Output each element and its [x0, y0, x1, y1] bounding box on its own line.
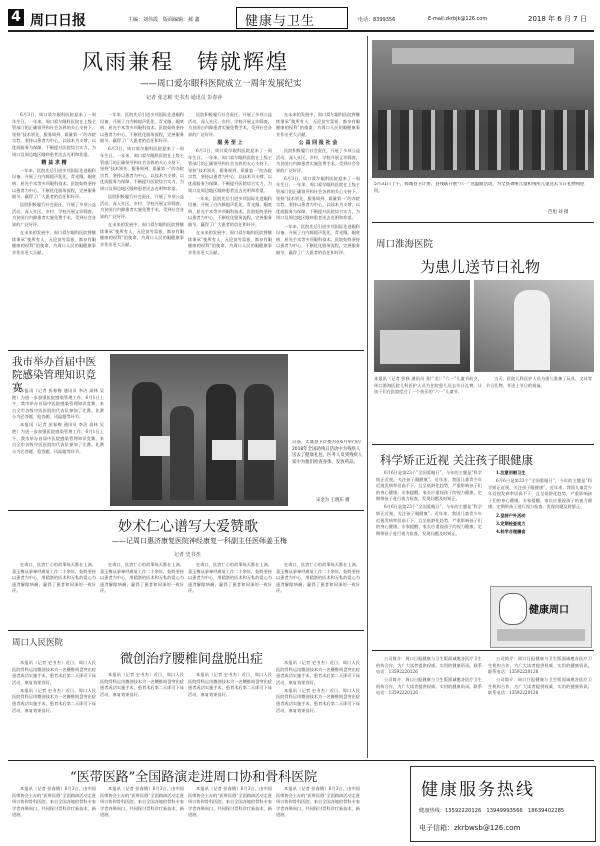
children-photo-credit: 芭旭 刘 摄	[548, 210, 569, 215]
music-paragraph: 在周口，医者仁心的故事每天都在上演。姜玉梅从事神经康复工作二十余年，始终坚持以患者为中心，用精湛的医术和无私的爱心为患者解除病痛，赢得了患者和同事的一致好评。	[188, 562, 272, 594]
lead-paragraph: 一年来，医院先后引进多项国际先进眼科设备，开展了白内障超声乳化、青光眼、眼底病、屈光手术等多项眼科技术。医院始终坚持以患者为中心，不断优化服务流程，完善服务细节，赢得了广大患者的信任和好评。	[12, 167, 96, 200]
lead-paragraph: 医院积极履行社会责任，开展了多项公益活动，深入社区、乡村、学校开展义诊筛查，为贫困白内障患者实施免费手术，受到社会各界的广泛好评。	[12, 202, 96, 227]
training-title-text: 我市举办首届中医院感染管理知识竞赛	[12, 356, 96, 394]
lead-title: 风雨兼程 铸就辉煌	[82, 50, 289, 74]
company-ad-col-2	[488, 656, 592, 754]
forum-title: “医带医路”全国路演走进周口协和骨科医院	[70, 770, 318, 785]
lead-paragraph: 医院积极履行社会责任，开展了多项公益活动，深入社区、乡村、学校开展义诊筛查，为贫困白内障患者实施免费手术，受到社会各界的广泛好评。	[188, 112, 272, 137]
eye-tip: 2.坚持户外活动	[496, 512, 526, 518]
photo-banner	[392, 48, 574, 64]
music-col-2	[100, 562, 184, 626]
paper-name: 周口日报	[30, 13, 86, 29]
forum-col-4	[276, 786, 360, 840]
music-paragraph: 在周口，医者仁心的故事每天都在上演。姜玉梅从事神经康复工作二十余年，始终坚持以患者为中心，用精湛的医术和无私的爱心为患者解除病痛，赢得了患者和同事的一致好评。	[276, 562, 360, 594]
music-col-3	[188, 562, 272, 626]
lead-col-1	[12, 112, 96, 348]
forum-paragraph: 本报讯（记者 彭春梅）6月3日，由中国医师协会主办的“医带医路”全国路演活动走进周口协和骨科医院，来自全国各地的骨科专家学者齐聚周口，共同探讨骨科诊疗新技术、新进展。	[276, 786, 360, 818]
huaihe-photo-left	[374, 280, 470, 372]
gift-box	[212, 440, 242, 460]
eye-paragraph: 6月6日是第23个“全国爱眼日”，今年的主题是“科学矫正近视，关注孩子眼健康”。近年来，我国儿童青少年近视发病率居高不下，且呈低龄化趋势，严重影响孩子们的身心健康。专家提醒，家长应重视孩子的视力健康，定期带孩子进行视力检查，发现问题及时矫正。	[376, 504, 482, 536]
training-body	[12, 388, 104, 510]
lead-paragraph: 6月3日，周口爱尔眼科医院迎来了一周年生日。一年来，周口爱尔眼科医院在上级主管部门的正确领导和社会各界的关心支持下，坚持“技术领先、服务周到、质量第一”的办院宗旨，坚持以患者为中心，以技术为支撑，以优质服务为保障，不断提升医院综合实力，为周口及周边地区眼病患者送去光明和希望。	[12, 112, 96, 157]
editor-line: 主编：刘伟霞 版面编辑：郝 鑫	[128, 17, 200, 23]
forum-paragraph: 本报讯（记者 彭春梅）6月3日，由中国医师协会主办的“医带医路”全国路演活动走进周口协和骨科医院，来自全国各地的骨科专家学者齐聚周口，共同探讨骨科诊疗新技术、新进展。	[100, 786, 184, 818]
issue-date: 2018 年 6 月 7 日	[528, 15, 587, 23]
eye-tip: 1.注意用眼卫生	[496, 470, 526, 475]
forum-paragraph: 本报讯（记者 彭春梅）6月3日，由中国医师协会主办的“医带医路”全国路演活动走进周口协和骨科医院，来自全国各地的骨科专家学者齐聚周口，共同探讨骨科诊疗新技术、新进展。	[188, 786, 272, 818]
family-photo	[110, 354, 288, 506]
lead-paragraph: 一年来，医院先后引进多项国际先进眼科设备，开展了白内障超声乳化、青光眼、眼底病、屈光手术等多项眼科技术。医院始终坚持以患者为中心，不断优化服务流程，完善服务细节，赢得了广大患者的信任和好评。	[188, 195, 272, 227]
forum-col-1	[12, 786, 96, 840]
eye-title: 科学矫正近视 关注孩子眼健康	[380, 453, 534, 467]
lead-section-head: 公 益 回 报 社 会	[298, 139, 338, 146]
lead-section-head: 服 务 至 上	[217, 139, 243, 146]
section-banner	[236, 7, 348, 29]
music-top-rule	[8, 510, 364, 511]
huaihe-photo-nurse	[514, 290, 550, 370]
lead-col-3	[188, 112, 272, 348]
music-paragraph: 在周口，医者仁心的故事每天都在上演。姜玉梅从事神经康复工作二十余年，始终坚持以患者为中心，用精湛的医术和无私的爱心为患者解除病痛，赢得了患者和同事的一致好评。	[12, 562, 96, 594]
music-col-4	[276, 562, 360, 626]
hotline-title: 健康服务热线	[421, 780, 535, 800]
people-title: 微创治疗腰椎间盘脱出症	[120, 652, 264, 667]
lead-paragraph: 一年来，医院先后引进多项国际先进眼科设备，开展了白内障超声乳化、青光眼、眼底病、屈光手术等多项眼科技术。医院始终坚持以患者为中心，不断优化服务流程，完善服务细节，赢得了广大患者的信任和好评。	[100, 112, 184, 144]
people-paragraph: 本报讯（记者 史书杰）近日，周口人民医院骨科运用微创技术为一名腰椎间盘突出症患者成功实施手术，患者术后第二天即可下床活动，康复效果良好。	[12, 660, 96, 685]
lead-col-4	[276, 112, 360, 348]
lead-bottom-rule	[8, 350, 364, 351]
hotline-box	[410, 766, 596, 842]
huaihe-caption-text-2: 当天，医院儿科医护人员为患儿准备了玩具、文具等节日礼物，并送上节日的祝福。	[486, 376, 592, 388]
lead-paragraph: 在未来的发展中，周口爱尔眼科医院将继续秉承“使所有人，无论贫穷富裕，都享有眼健康的权利”的使命，为周口人民的眼健康事业作出更大贡献。	[188, 230, 272, 255]
people-col-1	[12, 660, 96, 756]
email-line: E-mail:zkrbjk@126.com	[428, 16, 488, 22]
company-ad-text: 公司简介：周口日报健康与卫生版面诚邀各医疗卫生机构合作，为广大读者提供权威、实用的健康资讯。联系电话：13592220126	[488, 677, 592, 696]
people-paragraph: 本报讯（记者 史书杰）近日，周口人民医院骨科运用微创技术为一名腰椎间盘突出症患者成功实施手术，患者术后第二天即可下床活动，康复效果良好。	[188, 672, 272, 697]
lead-paragraph: 6月3日，周口爱尔眼科医院迎来了一周年生日。一年来，周口爱尔眼科医院在上级主管部门的正确领导和社会各界的关心支持下，坚持“技术领先、服务周到、质量第一”的办院宗旨，坚持以患者为中心，以技术为支撑，以优质服务为保障，不断提升医院综合实力，为周口及周边地区眼病患者送去光明和希望。	[188, 147, 272, 193]
gift-box	[248, 440, 276, 460]
people-paragraph: 本报讯（记者 史书杰）近日，周口人民医院骨科运用微创技术为一名腰椎间盘突出症患者成功实施手术，患者术后第二天即可下床活动，康复效果良好。	[100, 672, 184, 697]
right-divider-2	[372, 444, 594, 445]
hotline-email: 电子信箱：zkrbwsb@126.com	[419, 824, 521, 832]
phone-line: 电话：8399356	[358, 17, 396, 23]
page-number: 4	[11, 9, 21, 25]
people-col-2	[100, 672, 184, 756]
ad-top-rule	[372, 650, 594, 651]
children-photo-caption: 5月31日上午，郸城县卫计委、县残联开展“六一”送温暖活动，为全县聋哑儿童和残疾儿童送去节日礼物和慰问。	[374, 182, 585, 194]
lead-paragraph: 医院积极履行社会责任，开展了多项公益活动，深入社区、乡村、学校开展义诊筛查，为贫困白内障患者实施免费手术，受到社会各界的广泛好评。	[276, 147, 360, 173]
people-top-rule	[8, 630, 364, 631]
family-photo-credit: 宋金为 王晓东 摄	[316, 498, 350, 503]
family-photo-caption: 日前，太康县卫计委为在6月举行的2018年全国助残日活动中为残疾人送去了健康礼包，医务人员到残疾人家中为他们检查身体，发放药品。	[292, 440, 363, 465]
eye-paragraph: 6月6日是第23个“全国爱眼日”，今年的主题是“科学矫正近视，关注孩子眼健康”。近年来，我国儿童青少年近视发病率居高不下，且呈低龄化趋势，严重影响孩子们的身心健康。专家提醒，家长应重视孩子的视力健康，定期带孩子进行视力检查，发现问题及时矫正。	[488, 478, 592, 510]
huaihe-title: 为患儿送节日礼物	[420, 258, 541, 276]
lead-paragraph: 在未来的发展中，周口爱尔眼科医院将继续秉承“使所有人，无论贫穷富裕，都享有眼健康的权利”的使命，为周口人民的眼健康事业作出更大贡献。	[12, 230, 96, 255]
huaihe-caption-2	[486, 376, 592, 440]
eye-paragraph: 6月6日是第23个“全国爱眼日”，今年的主题是“科学矫正近视，关注孩子眼健康”。近年来，我国儿童青少年近视发病率居高不下，且呈低龄化趋势，严重影响孩子们的身心健康。专家提醒，家长应重视孩子的视力健康，定期带孩子进行视力检查，发现问题及时矫正。	[376, 470, 482, 502]
forum-col-2	[100, 786, 184, 840]
lead-col-2	[100, 112, 184, 348]
people-col-3	[188, 672, 272, 756]
people-paragraph: 本报讯（记者 史书杰）近日，周口人民医院骨科运用微创技术为一名腰椎间盘突出症患者成功实施手术，患者术后第二天即可下床活动，康复效果良好。	[276, 660, 360, 685]
gift-box	[140, 436, 170, 456]
eye-col-1	[376, 470, 482, 646]
header-rule	[8, 30, 594, 32]
people-kicker: 周口人民医院	[12, 638, 64, 648]
company-ad-text: 公司简介：周口日报健康与卫生版面诚邀各医疗卫生机构合作，为广大读者提供权威、实用的健康资讯。联系电话：13592220126	[488, 656, 592, 675]
cartoon-doctor-icon	[499, 593, 527, 625]
eye-tip: 3.定期检查视力	[496, 520, 526, 526]
huaihe-caption-1	[374, 376, 482, 440]
huaihe-photo-right	[474, 280, 594, 372]
music-col-1	[12, 562, 96, 626]
people-paragraph: 本报讯（记者 史书杰）近日，周口人民医院骨科运用微创技术为一名腰椎间盘突出症患者成功实施手术，患者术后第二天即可下床活动，康复效果良好。	[12, 687, 96, 713]
photo-person	[170, 406, 194, 500]
health-logo-box	[490, 586, 592, 648]
lead-paragraph: 一年来，医院先后引进多项国际先进眼科设备，开展了白内障超声乳化、青光眼、眼底病、屈光手术等多项眼科技术。医院始终坚持以患者为中心，不断优化服务流程，完善服务细节，赢得了广大患者的信任和好评。	[276, 223, 360, 255]
music-subtitle: ——记周口惠济康复医院神经康复一科副主任医师姜玉梅	[112, 537, 287, 545]
hotline-phones: 健康热线：13592220126 13949993566 18639402285	[419, 808, 565, 814]
music-byline: 记者 史书杰	[174, 552, 201, 558]
forum-col-3	[188, 786, 272, 840]
eye-tip: 4.科学合理膳食	[496, 528, 526, 534]
photo-crowd	[378, 110, 588, 170]
page-number-box	[8, 9, 24, 26]
lead-paragraph: 6月3日，周口爱尔眼科医院迎来了一周年生日。一年来，周口爱尔眼科医院在上级主管部门的正确领导和社会各界的关心支持下，坚持“技术领先、服务周到、质量第一”的办院宗旨，坚持以患者为中心，以技术为支撑，以优质服务为保障，不断提升医院综合实力，为周口及周边地区眼病患者送去光明和希望。	[276, 175, 360, 221]
forum-top-rule	[8, 760, 594, 761]
col-divider	[367, 36, 368, 758]
lead-paragraph: 6月3日，周口爱尔眼科医院迎来了一周年生日。一年来，周口爱尔眼科医院在上级主管部门的正确领导和社会各界的关心支持下，坚持“技术领先、服务周到、质量第一”的办院宗旨，坚持以患者为中心，以技术为支撑，以优质服务为保障，不断提升医院综合实力，为周口及周边地区眼病患者送去光明和希望。	[100, 146, 184, 192]
lead-paragraph: 在未来的发展中，周口爱尔眼科医院将继续秉承“使所有人，无论贫穷富裕，都享有眼健康的权利”的使命，为周口人民的眼健康事业作出更大贡献。	[100, 222, 184, 247]
huaihe-caption-text: 本报讯（记者 彭秋 通讯员 张广龙）“六一”儿童节前夕，周口淮海医院儿科医护人员为住院患儿送去节日礼物，让孩子们在医院度过了一个快乐的“六一”儿童节。	[374, 376, 482, 395]
music-paragraph: 在周口，医者仁心的故事每天都在上演。姜玉梅从事神经康复工作二十余年，始终坚持以患者为中心，用精湛的医术和无私的爱心为患者解除病痛，赢得了患者和同事的一致好评。	[100, 562, 184, 594]
huaihe-photo-bed	[380, 330, 460, 364]
lead-byline: 记者 张志彬 史书杰 通讯员 彭春萍	[146, 95, 223, 101]
people-col-4	[276, 660, 360, 756]
lead-paragraph: 医院积极履行社会责任，开展了多项公益活动，深入社区、乡村、学校开展义诊筛查，为贫困白内障患者实施免费手术，受到社会各界的广泛好评。	[100, 194, 184, 219]
company-ad-text: 公司简介：周口日报健康与卫生版面诚邀各医疗卫生机构合作，为广大读者提供权威、实用的健康资讯。联系电话：13592220126	[376, 677, 482, 696]
company-ad-col-1	[376, 656, 482, 754]
training-paragraph: 本报讯（记者 彭春梅 通讯员 李洁 高林 吴艳）为进一步加强医院感染管理工作，6月1日上午，我市举办首届中医院感染管理知识竞赛，来自全市各级中医医院的代表队参加了比赛。比赛分为必答题、抢答题、风险题等环节。	[12, 388, 104, 420]
children-activity-photo	[372, 40, 594, 178]
company-ad-text: 公司简介：周口日报健康与卫生版面诚邀各医疗卫生机构合作，为广大读者提供权威、实用的健康资讯。联系电话：13592220126	[376, 656, 482, 675]
right-divider	[372, 222, 594, 223]
people-paragraph: 本报讯（记者 史书杰）近日，周口人民医院骨科运用微创技术为一名腰椎间盘突出症患者成功实施手术，患者术后第二天即可下床活动，康复效果良好。	[276, 687, 360, 713]
music-title: 妙术仁心谱写大爱赞歌	[118, 519, 258, 535]
lead-subtitle: ——周口爱尔眼科医院成立一周年发展纪实	[140, 79, 302, 89]
eye-col-2	[488, 470, 592, 582]
health-logo-text: 健康周口	[529, 605, 569, 616]
training-paragraph: 本报讯（记者 彭春梅 通讯员 李洁 高林 吴艳）为进一步加强医院感染管理工作，6月1日上午，我市举办首届中医院感染管理知识竞赛，来自全市各级中医医院的代表队参加了比赛。比赛分为必答题、抢答题、风险题等环节。	[12, 422, 104, 454]
masthead	[8, 6, 594, 28]
forum-paragraph: 本报讯（记者 彭春梅）6月3日，由中国医师协会主办的“医带医路”全国路演活动走进周口协和骨科医院，来自全国各地的骨科专家学者齐聚周口，共同探讨骨科诊疗新技术、新进展。	[12, 786, 96, 818]
lead-paragraph: 在未来的发展中，周口爱尔眼科医院将继续秉承“使所有人，无论贫穷富裕，都享有眼健康的权利”的使命，为周口人民的眼健康事业作出更大贡献。	[276, 112, 360, 137]
logo-strip	[497, 629, 585, 641]
section-title: 健康与卫生	[245, 14, 316, 29]
huaihe-kicker: 周口淮海医院	[376, 239, 434, 250]
lead-section-head: 精 益 求 精	[41, 159, 67, 166]
